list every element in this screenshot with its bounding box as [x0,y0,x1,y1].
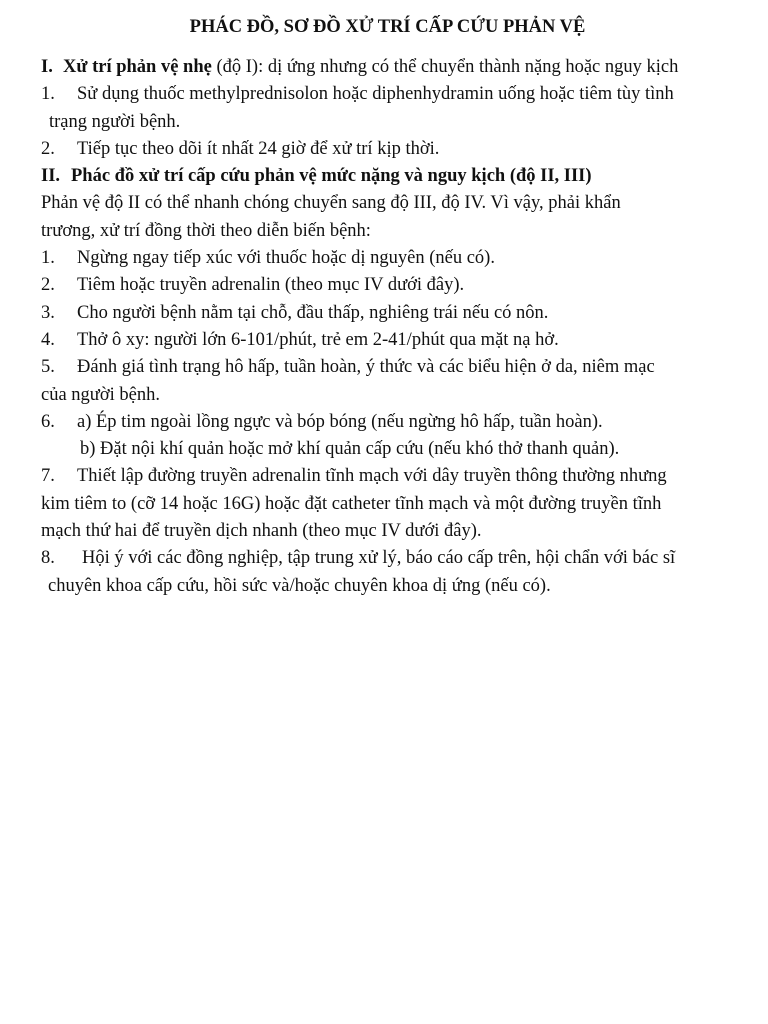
list-item [41,245,738,272]
list-item [41,409,738,436]
list-item [41,136,738,163]
list-item-number: 4. [41,329,55,350]
list-item-number: 2. [41,138,55,159]
list-item-continuation: của người bệnh. [41,384,160,405]
list-item-text: Cho người bệnh nằm tại chỗ, đầu thấp, nghiêng trái nếu có nôn. [77,302,549,323]
list-item-text: Tiếp tục theo dõi ít nhất 24 giờ để xử trí kịp thời. [77,138,440,159]
section-2-heading [41,163,738,190]
section-1-number: I. [41,57,53,77]
section-1-title-rest: (độ I): dị ứng nhưng có thể chuyển thành nặng hoặc nguy kịch [211,57,679,77]
section-2-intro-line-1: Phản vệ độ II có thể nhanh chóng chuyển sang độ III, độ IV. Vì vậy, phải khẩn [41,193,621,214]
list-item-text: Thiết lập đường truyền adrenalin tĩnh mạch với dây truyền thông thường nhưng [77,466,667,487]
list-item-text: Ngừng ngay tiếp xúc với thuốc hoặc dị nguyên (nếu có). [77,248,495,269]
list-item [41,81,738,108]
list-item-continuation: trạng người bệnh. [49,111,181,132]
list-item-continuation: kim tiêm to (cỡ 14 hoặc 16G) hoặc đặt catheter tĩnh mạch và một đường truyền tĩnh [41,493,662,514]
list-item-number: 8. [41,548,55,569]
section-2-title: Phác đồ xử trí cấp cứu phản vệ mức nặng và nguy kịch (độ II, III) [71,166,592,187]
list-item [41,354,738,381]
list-item-continuation: mạch thứ hai để truyền dịch nhanh (theo mục IV dưới đây). [41,521,482,542]
list-item-number: 5. [41,357,55,378]
list-item-text: Đánh giá tình trạng hô hấp, tuần hoàn, ý thức và các biểu hiện ở da, niêm mạc [77,357,655,378]
list-item-number: 6. [41,411,55,432]
list-item-text: Thở ô xy: người lớn 6-101/phút, trẻ em 2-41/phút qua mặt nạ hở. [77,329,559,350]
list-item-text: Sử dụng thuốc methylprednisolon hoặc diphenhydramin uống hoặc tiêm tùy tình [77,84,674,105]
section-1-heading [41,54,738,81]
list-item [41,545,738,572]
list-item-number: 1. [41,84,55,105]
section-1-title: Xử trí phản vệ nhẹ [63,57,212,77]
list-item-number: 2. [41,275,55,296]
page-title: PHÁC ĐỒ, SƠ ĐỒ XỬ TRÍ CẤP CỨU PHẢN VỆ [189,17,586,37]
list-item-text: a) Ép tim ngoài lồng ngực và bóp bóng (nếu ngừng hô hấp, tuần hoàn). [77,411,603,432]
list-item-sub: b) Đặt nội khí quản hoặc mở khí quản cấp cứu (nếu khó thở thanh quản). [80,439,620,460]
list-item-number: 1. [41,248,55,269]
list-item-text: Hội ý với các đồng nghiệp, tập trung xử lý, báo cáo cấp trên, hội chẩn với bác sĩ [82,548,676,569]
list-item-number: 7. [41,466,55,487]
list-item-number: 3. [41,302,55,323]
list-item [41,272,738,299]
list-item [41,463,738,490]
list-item-continuation: chuyên khoa cấp cứu, hồi sức và/hoặc chuyên khoa dị ứng (nếu có). [48,575,551,596]
section-2-number: II. [41,166,61,187]
list-item [41,327,738,354]
section-2-intro-line-2: trương, xử trí đồng thời theo diễn biến bệnh: [41,220,371,241]
list-item [41,300,738,327]
list-item-text: Tiêm hoặc truyền adrenalin (theo mục IV dưới đây). [77,275,465,296]
